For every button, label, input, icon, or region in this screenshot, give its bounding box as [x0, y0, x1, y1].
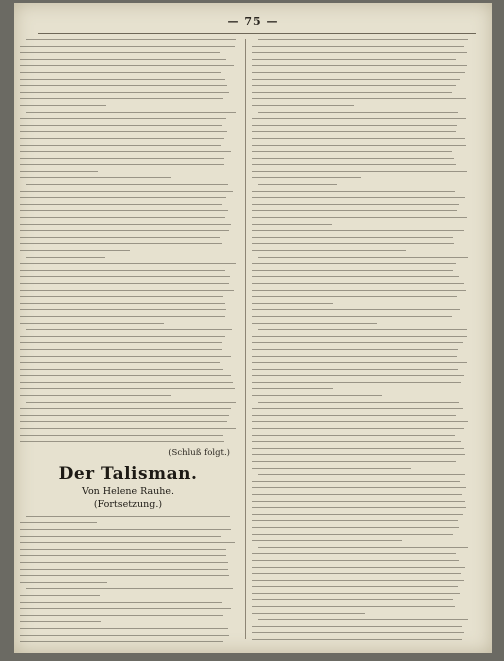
text-line	[20, 283, 229, 284]
text-line	[20, 428, 236, 429]
text-line	[20, 290, 234, 291]
text-line	[252, 356, 457, 357]
text-line	[26, 588, 233, 589]
text-line	[252, 224, 332, 225]
text-line	[20, 217, 225, 218]
text-line	[252, 237, 453, 238]
left-column-text-lower	[20, 516, 236, 645]
text-line	[20, 85, 227, 86]
text-line	[252, 243, 454, 244]
text-line	[20, 105, 106, 106]
text-line	[26, 39, 236, 40]
header-rule	[38, 33, 476, 34]
text-line	[20, 171, 98, 172]
text-line	[252, 151, 452, 152]
text-line	[252, 138, 465, 139]
text-line	[20, 46, 235, 47]
text-line	[252, 323, 377, 324]
text-line	[252, 375, 464, 376]
text-line	[252, 606, 455, 607]
left-column	[20, 39, 236, 645]
text-line	[20, 79, 225, 80]
text-line	[258, 619, 468, 620]
text-line	[252, 85, 456, 86]
text-line	[20, 356, 231, 357]
text-line	[26, 329, 232, 330]
text-line	[26, 257, 105, 258]
text-line	[252, 593, 460, 594]
text-line	[20, 628, 228, 629]
text-line	[252, 105, 354, 106]
text-line	[20, 621, 101, 622]
text-line	[252, 461, 456, 462]
text-line	[252, 250, 406, 251]
text-line	[252, 540, 402, 541]
text-line	[20, 303, 225, 304]
story-subtitle: (Fortsetzung.)	[93, 498, 163, 510]
text-line	[20, 441, 224, 442]
text-line	[252, 586, 458, 587]
text-line	[252, 191, 455, 192]
text-line	[20, 210, 228, 211]
text-line	[20, 435, 223, 436]
story-title: Der Talisman.	[58, 463, 198, 484]
text-line	[252, 632, 464, 633]
text-line	[258, 112, 458, 113]
text-line	[258, 39, 468, 40]
text-line	[20, 296, 223, 297]
text-line	[20, 309, 226, 310]
text-line	[20, 375, 231, 376]
text-line	[26, 402, 236, 403]
text-line	[252, 210, 457, 211]
text-line	[20, 608, 231, 609]
text-line	[252, 626, 462, 627]
text-line	[20, 615, 223, 616]
text-line	[20, 276, 230, 277]
text-line	[252, 204, 459, 205]
text-line	[20, 421, 227, 422]
text-line	[20, 72, 221, 73]
text-line	[252, 145, 466, 146]
text-line	[252, 118, 466, 119]
text-line	[20, 270, 225, 271]
text-line	[252, 349, 458, 350]
text-line	[20, 641, 223, 642]
text-line	[252, 296, 457, 297]
text-line	[20, 582, 107, 583]
text-line	[252, 408, 463, 409]
text-line	[252, 468, 411, 469]
text-line	[252, 59, 456, 60]
text-line	[20, 250, 130, 251]
text-line	[20, 263, 236, 264]
text-line	[252, 276, 459, 277]
page-number: — 75 —	[227, 15, 279, 28]
text-line	[252, 65, 467, 66]
text-line	[258, 184, 337, 185]
text-line	[252, 270, 453, 271]
text-line	[20, 316, 225, 317]
sign-off: (Schluß folgt.)	[168, 447, 230, 458]
text-line	[20, 98, 223, 99]
text-line	[20, 569, 228, 570]
text-line	[20, 230, 229, 231]
text-line	[20, 145, 221, 146]
text-line	[252, 560, 459, 561]
text-line	[252, 435, 455, 436]
text-line	[252, 309, 460, 310]
text-line	[20, 549, 226, 550]
text-line	[20, 575, 229, 576]
text-line	[252, 421, 468, 422]
text-line	[26, 184, 228, 185]
text-line	[20, 408, 231, 409]
text-line	[258, 547, 468, 548]
right-column	[252, 39, 468, 645]
text-line	[258, 402, 459, 403]
text-line	[20, 395, 171, 396]
text-line	[20, 602, 222, 603]
text-line	[20, 118, 226, 119]
text-line	[20, 529, 231, 530]
text-line	[252, 580, 464, 581]
text-line	[26, 516, 230, 517]
text-line	[252, 177, 361, 178]
text-line	[252, 395, 382, 396]
text-line	[252, 303, 333, 304]
text-line	[252, 362, 467, 363]
text-line	[20, 369, 223, 370]
text-line	[252, 613, 365, 614]
text-line	[252, 514, 463, 515]
text-line	[258, 329, 467, 330]
text-line	[20, 92, 229, 93]
text-line	[20, 243, 222, 244]
left-column-text-upper	[20, 39, 236, 442]
text-line	[20, 323, 164, 324]
text-line	[252, 98, 466, 99]
text-line	[252, 494, 462, 495]
text-line	[252, 567, 465, 568]
story-author: Von Helene Rauhe.	[81, 485, 175, 497]
text-line	[252, 441, 461, 442]
text-line	[252, 336, 467, 337]
text-line	[252, 131, 456, 132]
text-line	[20, 131, 227, 132]
text-line	[20, 382, 233, 383]
text-line	[20, 635, 229, 636]
text-line	[20, 204, 222, 205]
text-line	[252, 639, 462, 640]
text-line	[20, 158, 224, 159]
text-line	[20, 164, 224, 165]
text-line	[252, 46, 464, 47]
text-line	[20, 595, 100, 596]
text-line	[252, 92, 452, 93]
text-line	[252, 507, 466, 508]
story-heading	[20, 464, 236, 510]
text-line	[252, 415, 456, 416]
text-line	[252, 125, 457, 126]
text-line	[252, 79, 460, 80]
text-line	[20, 522, 97, 523]
text-line	[252, 573, 461, 574]
text-line	[252, 501, 465, 502]
text-line	[252, 171, 467, 172]
text-line	[252, 369, 458, 370]
text-line	[20, 349, 222, 350]
text-line	[20, 555, 226, 556]
column-divider	[245, 39, 246, 639]
text-line	[252, 197, 465, 198]
text-line	[26, 112, 236, 113]
text-line	[20, 342, 222, 343]
text-line	[20, 536, 221, 537]
text-line	[20, 52, 220, 53]
text-line	[258, 474, 465, 475]
text-line	[20, 65, 234, 66]
right-column-text	[252, 39, 468, 645]
text-line	[252, 283, 464, 284]
text-line	[252, 428, 464, 429]
text-line	[252, 217, 467, 218]
text-line	[20, 197, 226, 198]
text-line	[252, 164, 456, 165]
text-line	[20, 125, 222, 126]
text-line	[20, 151, 231, 152]
text-line	[252, 230, 464, 231]
text-line	[20, 59, 226, 60]
text-line	[258, 257, 468, 258]
text-line	[252, 263, 456, 264]
text-line	[252, 599, 453, 600]
text-line	[252, 382, 461, 383]
text-line	[20, 177, 171, 178]
text-line	[252, 534, 453, 535]
text-line	[252, 342, 463, 343]
text-line	[20, 138, 224, 139]
document-page	[14, 3, 492, 653]
text-line	[252, 316, 452, 317]
text-line	[20, 542, 235, 543]
text-line	[20, 224, 231, 225]
text-line	[252, 388, 333, 389]
text-line	[252, 454, 465, 455]
text-line	[252, 553, 456, 554]
text-line	[252, 158, 454, 159]
text-line	[252, 481, 460, 482]
text-line	[20, 362, 220, 363]
text-line	[252, 52, 467, 53]
text-line	[20, 562, 228, 563]
text-line	[20, 191, 233, 192]
text-line	[252, 448, 464, 449]
text-line	[252, 527, 459, 528]
text-line	[20, 388, 235, 389]
text-line	[20, 237, 220, 238]
text-line	[20, 336, 225, 337]
text-line	[252, 520, 458, 521]
text-line	[252, 72, 465, 73]
text-line	[252, 290, 466, 291]
text-line	[252, 487, 466, 488]
text-line	[20, 415, 229, 416]
